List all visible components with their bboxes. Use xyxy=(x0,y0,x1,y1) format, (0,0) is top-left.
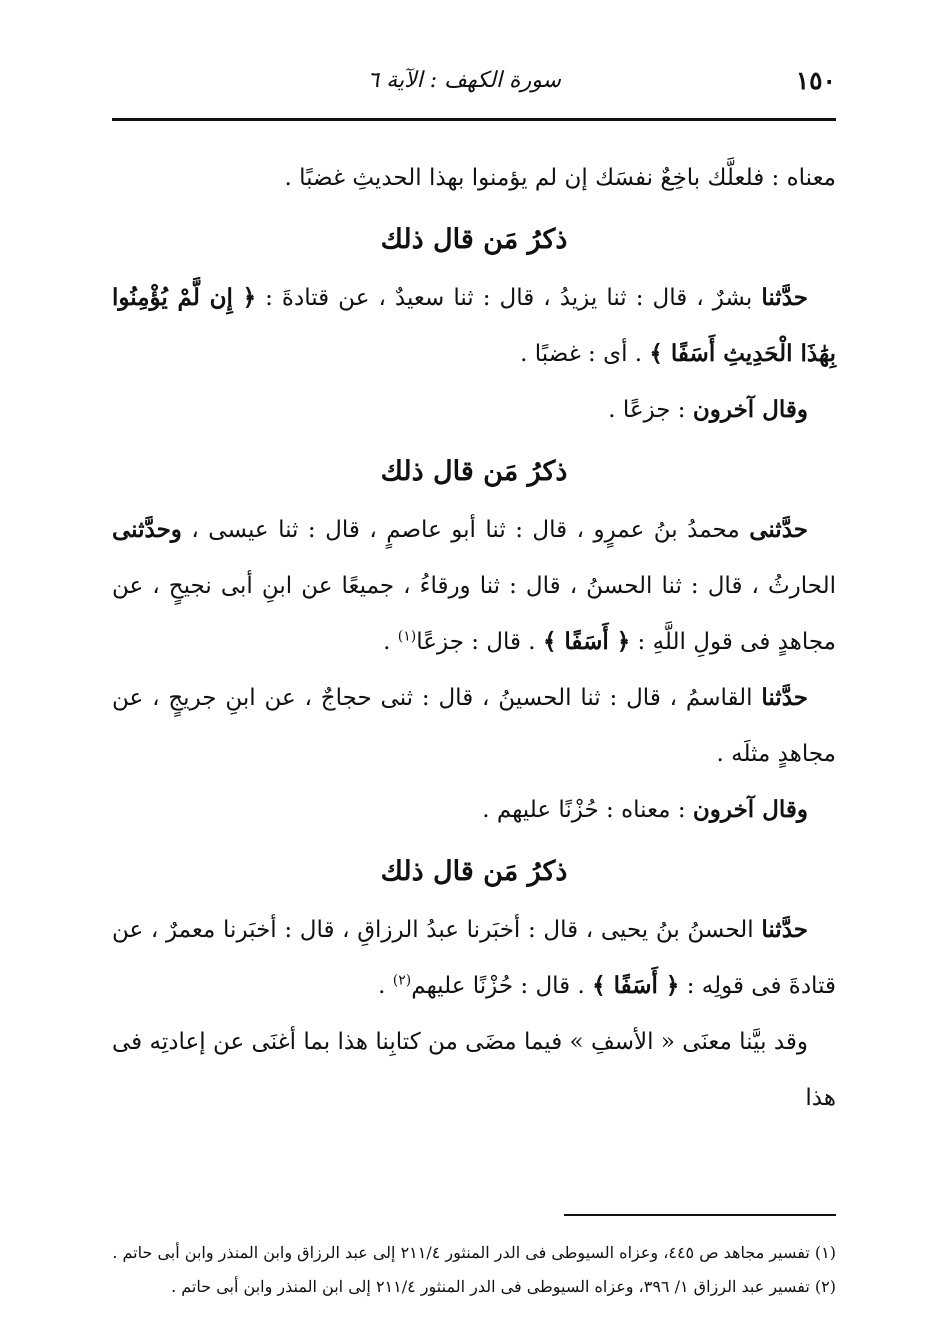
others-said-text: : معناه : حُزْنًا عليهم . xyxy=(482,797,693,823)
narration-lead: حدَّثنا xyxy=(761,684,808,711)
header-rule xyxy=(112,118,836,121)
narration-text: بشرٌ ، قال : ثنا يزيدُ ، قال : ثنا سعيدٌ ، عن قتادةَ : xyxy=(256,285,762,311)
footnotes xyxy=(112,1236,836,1304)
paragraph-narration xyxy=(112,670,836,782)
footnote-2: (٢) تفسير عبد الرزاق ١/ ٣٩٦، وعزاه السيوطى فى الدر المنثور ٢١١/٤ إلى ابن المنذر وابن أبى حاتم . xyxy=(171,1277,836,1296)
narration-text: الحارثُ ، قال : ثنا الحسنُ ، قال : ثنا ورقاءُ ، جميعًا عن ابنِ أبى نجيحٍ ، عن مجاهدٍ فى قولِ اللَّهِ : xyxy=(112,573,836,655)
others-said-lead: وقال آخرون xyxy=(692,796,808,823)
quran-quote: ﴿ أَسَفًا ﴾ xyxy=(542,628,631,655)
narration-lead: وحدَّثنى xyxy=(112,516,182,543)
page-header xyxy=(112,60,836,106)
paragraph-others-said xyxy=(112,382,836,438)
section-heading: ذكرُ مَن قال ذلك xyxy=(380,856,568,887)
narration-text: . قال : حُزْنًا عليهم xyxy=(411,973,593,999)
narration-lead: حدَّثنى xyxy=(749,516,808,543)
section-heading: ذكرُ مَن قال ذلك xyxy=(380,224,568,255)
footnote-ref: (٢) xyxy=(392,972,412,989)
page-number: ١٥٠ xyxy=(795,66,836,95)
others-said-lead: وقال آخرون xyxy=(692,396,808,423)
book-page xyxy=(112,60,836,1300)
page-body xyxy=(112,150,836,1126)
narration-text: الحسنُ بنُ يحيى ، قال : أخبَرنا عبدُ الرزاقِ ، قال : أخبَرنا معمرٌ ، عن قتادةَ فى قولِه : xyxy=(112,917,836,999)
narration-text: . xyxy=(383,629,398,655)
footnote-rule xyxy=(564,1214,836,1216)
paragraph-continuation: وقد بيَّنا معنَى « الأسفِ » فيما مضَى من كتابِنا هذا بما أغنَى عن إعادتِه فى هذا xyxy=(112,1029,836,1111)
paragraph-meaning: معناه : فلعلَّك باخِعٌ نفسَك إن لم يؤمنوا بهذا الحديثِ غضبًا . xyxy=(284,165,836,191)
narration-text: . قال : جزعًا xyxy=(416,629,543,655)
running-title: سورة الكهف : الآية ٦ xyxy=(367,68,561,93)
footnote-1: (١) تفسير مجاهد ص ٤٤٥، وعزاه السيوطى فى الدر المنثور ٢١١/٤ إلى عبد الرزاق وابن المنذر وابن أبى حاتم . xyxy=(112,1243,836,1262)
quran-quote: ﴿ أَسَفًا ﴾ xyxy=(592,972,680,999)
narration-text: . xyxy=(378,973,393,999)
footnote-ref: (١) xyxy=(397,628,417,645)
narration-text: القاسمُ ، قال : ثنا الحسينُ ، قال : ثنى حجاجٌ ، عن ابنِ جريجٍ ، عن مجاهدٍ مثلَه . xyxy=(112,685,836,767)
section-heading: ذكرُ مَن قال ذلك xyxy=(380,456,568,487)
others-said-text: : جزعًا . xyxy=(608,397,693,423)
quran-quote: ﴿ إِن لَّمْ يُؤْمِنُوا بِهَٰذَا الْحَدِيثِ أَسَفًا ﴾ xyxy=(112,284,836,367)
paragraph-narration xyxy=(112,270,836,382)
narration-lead: حدَّثنا xyxy=(761,284,808,311)
narration-text: محمدُ بنُ عمرٍو ، قال : ثنا أبو عاصمٍ ، قال : ثنا عيسى ، xyxy=(181,517,750,543)
narration-text: . أى : غضبًا . xyxy=(520,341,650,367)
paragraph-narration xyxy=(112,502,836,670)
narration-lead: حدَّثنا xyxy=(761,916,808,943)
paragraph-narration xyxy=(112,902,836,1014)
paragraph-others-said xyxy=(112,782,836,838)
